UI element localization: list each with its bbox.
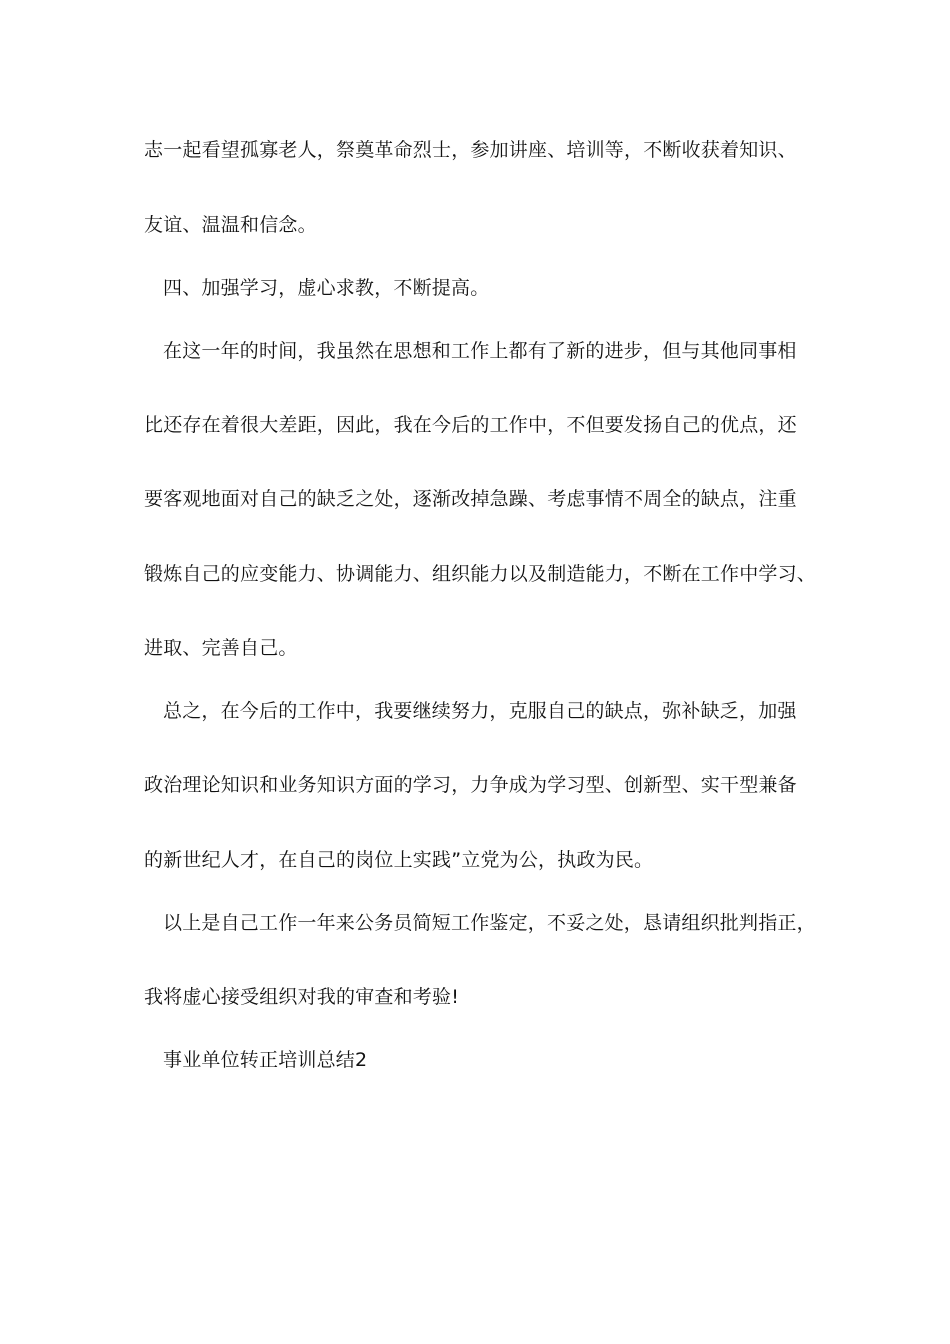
text-line-4: 在这一年的时间，我虽然在思想和工作上都有了新的进步，但与其他同事相 [163, 340, 797, 362]
text-line-13: 我将虚心接受组织对我的审查和考验! [144, 986, 460, 1008]
text-line-6: 要客观地面对自己的缺乏之处，逐渐改掉急躁、考虑事情不周全的缺点，注重 [144, 488, 797, 510]
text-line-8: 进取、完善自己。 [144, 637, 298, 659]
text-line-10: 政治理论知识和业务知识方面的学习，力争成为学习型、创新型、实干型兼备 [144, 774, 797, 796]
text-line-2: 友谊、温温和信念。 [144, 214, 317, 236]
text-line-1: 志一起看望孤寡老人，祭奠革命烈士，参加讲座、培训等，不断收获着知识、 [144, 139, 797, 161]
section-title: 事业单位转正培训总结2 [163, 1049, 368, 1071]
section-heading-4: 四、加强学习，虚心求教，不断提高。 [163, 277, 490, 299]
text-line-5: 比还存在着很大差距，因此，我在今后的工作中，不但要发扬自己的优点，还 [144, 414, 797, 436]
text-line-7: 锻炼自己的应变能力、协调能力、组织能力以及制造能力，不断在工作中学习、 [144, 563, 817, 585]
text-line-11: 的新世纪人才，在自己的岗位上实践”立党为公，执政为民。 [144, 849, 654, 871]
text-line-12: 以上是自己工作一年来公务员简短工作鉴定，不妥之处，恳请组织批判指正， [163, 912, 816, 934]
text-line-9: 总之，在今后的工作中，我要继续努力，克服自己的缺点，弥补缺乏，加强 [163, 700, 797, 722]
